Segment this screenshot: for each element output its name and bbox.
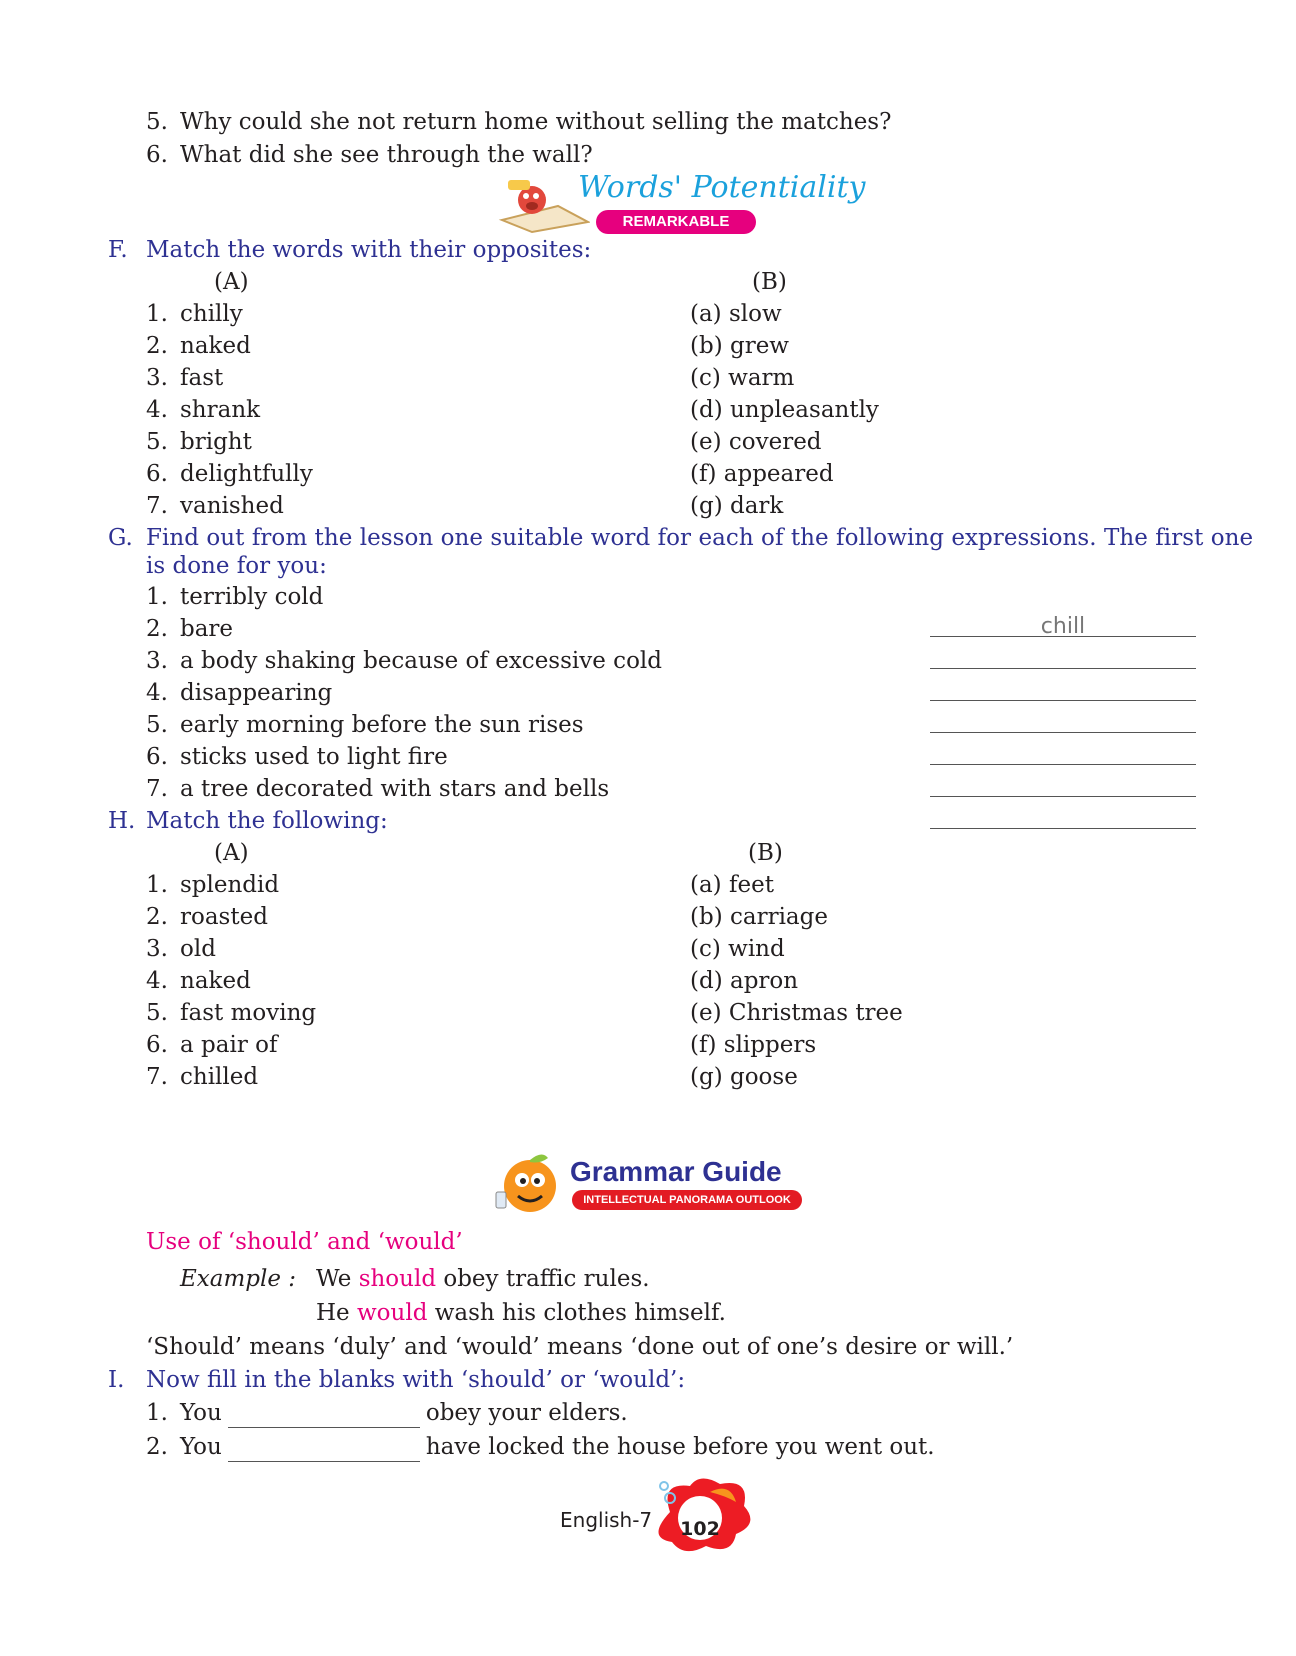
- section-instruction: Now fill in the blanks with ‘should’ or ‘would’:: [146, 1367, 686, 1393]
- list-item: [146, 427, 252, 457]
- section-letter: I.: [108, 1367, 125, 1393]
- orange-mascot-icon: [490, 1150, 568, 1220]
- question-number: 6.: [146, 142, 168, 168]
- item-number: 5.: [146, 429, 168, 455]
- question-number: 5.: [146, 109, 168, 135]
- item-text: terribly cold: [180, 584, 324, 610]
- example-text: He: [316, 1300, 357, 1326]
- list-item: [146, 966, 251, 996]
- answer-blank[interactable]: [930, 608, 1196, 637]
- list-item: [146, 363, 223, 393]
- item-text: fast: [180, 365, 224, 391]
- section-letter: H.: [108, 808, 136, 834]
- item-number: 2.: [146, 333, 168, 359]
- book-title: English-7: [560, 1508, 653, 1532]
- example-text: wash his clothes himself.: [427, 1300, 726, 1326]
- grammar-guide-banner: [490, 1150, 820, 1220]
- list-item: [146, 998, 316, 1028]
- answer-blank[interactable]: [930, 704, 1196, 733]
- item-text: shrank: [180, 397, 261, 423]
- banner-title: Grammar Guide: [570, 1156, 782, 1187]
- item-text: naked: [180, 333, 251, 359]
- list-item: [146, 331, 251, 361]
- list-item: [146, 742, 448, 772]
- item-number: 1.: [146, 584, 168, 610]
- highlight-should: should: [358, 1266, 437, 1292]
- option-item: (e) covered: [690, 429, 822, 455]
- words-potentiality-banner: [498, 170, 866, 254]
- item-text: bright: [180, 429, 252, 455]
- list-item: [146, 710, 584, 740]
- item-number: 1.: [146, 1400, 168, 1426]
- item-number: 2.: [146, 1434, 168, 1460]
- banner-title: Words' Potentiality: [578, 170, 866, 205]
- answer-blank[interactable]: [930, 800, 1196, 829]
- question-text: What did she see through the wall?: [180, 142, 593, 168]
- list-item: [146, 678, 332, 708]
- section-instruction: Match the following:: [146, 808, 388, 834]
- example-text: We: [316, 1266, 359, 1292]
- item-text: You: [180, 1400, 222, 1426]
- item-text: chilly: [180, 301, 243, 327]
- section-g-instruction-cont: is done for you:: [146, 553, 327, 579]
- column-a-header: (A): [214, 840, 249, 866]
- section-i-heading: [108, 1365, 685, 1395]
- example-sentence-1: [316, 1264, 650, 1294]
- item-number: 4.: [146, 680, 168, 706]
- option-item: (f) appeared: [690, 461, 834, 487]
- column-b-header: (B): [748, 840, 783, 866]
- section-f-heading: [108, 235, 591, 265]
- item-text: obey your elders.: [425, 1400, 628, 1426]
- question-5: [146, 107, 891, 137]
- question-6: [146, 140, 593, 170]
- item-text: vanished: [180, 493, 284, 519]
- example-label: Example :: [180, 1266, 297, 1292]
- item-text: naked: [180, 968, 251, 994]
- item-number: 4.: [146, 397, 168, 423]
- answer-blank[interactable]: [930, 640, 1196, 669]
- list-item: [146, 459, 313, 489]
- item-number: 7.: [146, 1064, 168, 1090]
- answer-blank[interactable]: [930, 736, 1196, 765]
- option-item: (d) unpleasantly: [690, 397, 879, 423]
- option-item: (a) slow: [690, 301, 782, 327]
- item-number: 6.: [146, 461, 168, 487]
- example-text: obey traffic rules.: [436, 1266, 650, 1292]
- item-text: fast moving: [180, 1000, 317, 1026]
- list-item: [146, 934, 216, 964]
- list-item: [146, 395, 260, 425]
- page-number-splash-icon: [640, 1472, 760, 1558]
- column-a-header: (A): [214, 269, 249, 295]
- item-number: 2.: [146, 904, 168, 930]
- item-text: bare: [180, 616, 234, 642]
- option-item: (a) feet: [690, 872, 774, 898]
- highlight-would: would: [356, 1300, 428, 1326]
- option-item: (g) goose: [690, 1064, 798, 1090]
- question-text: Why could she not return home without selling the matches?: [180, 109, 892, 135]
- item-number: 7.: [146, 493, 168, 519]
- item-number: 5.: [146, 1000, 168, 1026]
- page-number: 102: [680, 1518, 720, 1540]
- item-number: 3.: [146, 936, 168, 962]
- dog-reading-icon: [498, 176, 590, 234]
- list-item: [146, 774, 609, 804]
- fill-blank-item: [146, 1398, 628, 1428]
- item-text: disappearing: [180, 680, 333, 706]
- list-item: [146, 491, 284, 521]
- list-item: [146, 1062, 258, 1092]
- option-item: (d) apron: [690, 968, 799, 994]
- option-item: (f) slippers: [690, 1032, 817, 1058]
- banner-subtitle: REMARKABLE STUDY: [596, 210, 756, 234]
- column-b-header: (B): [752, 269, 787, 295]
- item-number: 5.: [146, 712, 168, 738]
- list-item: [146, 646, 662, 676]
- item-number: 4.: [146, 968, 168, 994]
- item-text: splendid: [180, 872, 280, 898]
- item-text: old: [180, 936, 216, 962]
- item-number: 3.: [146, 648, 168, 674]
- item-text: early morning before the sun rises: [180, 712, 584, 738]
- section-instruction: Find out from the lesson one suitable word for each of the following expressions. The first one: [146, 525, 1254, 551]
- item-number: 7.: [146, 776, 168, 802]
- list-item: [146, 902, 268, 932]
- item-number: 3.: [146, 365, 168, 391]
- option-item: (g) dark: [690, 493, 784, 519]
- list-item: [146, 299, 243, 329]
- item-text: a pair of: [180, 1032, 278, 1058]
- item-text: delightfully: [180, 461, 313, 487]
- item-text: a tree decorated with stars and bells: [180, 776, 610, 802]
- option-item: (c) wind: [690, 936, 785, 962]
- option-item: (c) warm: [690, 365, 795, 391]
- option-item: (b) grew: [690, 333, 789, 359]
- answer-chill: chill: [1040, 614, 1086, 639]
- item-text: roasted: [180, 904, 268, 930]
- fill-blank[interactable]: [228, 1439, 420, 1462]
- section-letter: F.: [108, 237, 128, 263]
- list-item: [146, 1030, 277, 1060]
- option-item: (b) carriage: [690, 904, 828, 930]
- answer-blank[interactable]: [930, 768, 1196, 797]
- answer-blank[interactable]: [930, 672, 1196, 701]
- item-number: 6.: [146, 744, 168, 770]
- item-text: You: [180, 1434, 222, 1460]
- section-letter: G.: [108, 525, 133, 551]
- item-number: 1.: [146, 301, 168, 327]
- item-text: a body shaking because of excessive cold: [180, 648, 662, 674]
- section-instruction: Match the words with their opposites:: [146, 237, 592, 263]
- item-number: 6.: [146, 1032, 168, 1058]
- list-item: [146, 614, 233, 644]
- option-item: (e) Christmas tree: [690, 1000, 903, 1026]
- item-text: chilled: [180, 1064, 259, 1090]
- item-number: 2.: [146, 616, 168, 642]
- fill-blank-item: [146, 1432, 935, 1462]
- item-text: have locked the house before you went out.: [425, 1434, 935, 1460]
- grammar-explanation: ‘Should’ means ‘duly’ and ‘would’ means ‘done out of one’s desire or will.’: [146, 1334, 1014, 1360]
- list-item: [146, 582, 323, 612]
- list-item: [146, 870, 279, 900]
- section-h-heading: [108, 806, 388, 836]
- grammar-heading: Use of ‘should’ and ‘would’: [146, 1229, 463, 1255]
- fill-blank[interactable]: [228, 1405, 420, 1428]
- banner-subtitle: INTELLECTUAL PANORAMA OUTLOOK: [572, 1190, 802, 1210]
- item-text: sticks used to light fire: [180, 744, 448, 770]
- section-g-heading: [108, 523, 1253, 553]
- item-number: 1.: [146, 872, 168, 898]
- example-sentence-2: [316, 1298, 726, 1328]
